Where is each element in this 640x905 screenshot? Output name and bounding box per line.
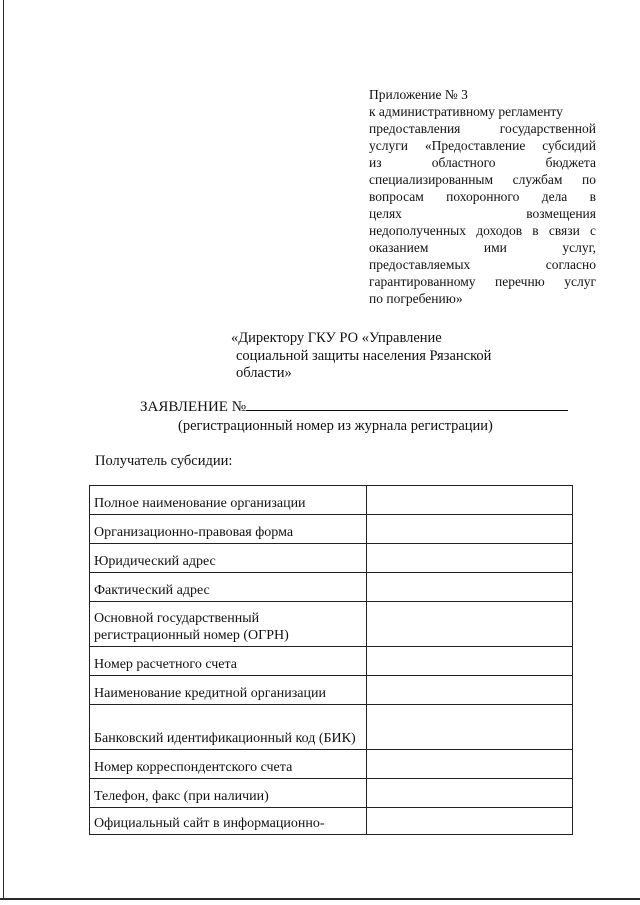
table-row — [90, 602, 573, 647]
table-row — [90, 573, 573, 602]
recipient-form-table — [89, 485, 573, 835]
appendix-line: предоставляемых согласно — [369, 257, 596, 272]
appendix-line: гарантированному перечню услуг — [369, 274, 596, 289]
field-label: Банковский идентификационный код (БИК) — [90, 705, 367, 750]
field-value-cell[interactable] — [367, 750, 573, 779]
addressee-line: социальной защиты населения Рязанской — [236, 347, 492, 364]
field-label: Телефон, факс (при наличии) — [90, 779, 367, 808]
field-value-cell[interactable] — [367, 602, 573, 647]
table-row — [90, 486, 573, 515]
bottom-scan-border — [0, 898, 640, 900]
table-row — [90, 779, 573, 808]
appendix-line: целях возмещения — [369, 206, 596, 221]
field-label: Номер корреспондентского счета — [90, 750, 367, 779]
table-row — [90, 647, 573, 676]
field-value-cell[interactable] — [367, 647, 573, 676]
appendix-line: к административному регламенту — [369, 104, 563, 119]
field-label: Организационно-правовая форма — [90, 515, 367, 544]
table-row — [90, 676, 573, 705]
addressee-line: области» — [236, 365, 292, 381]
table-row — [90, 808, 573, 835]
appendix-line: услуги «Предоставление субсидий — [369, 138, 596, 153]
appendix-line: вопросам похоронного дела в — [369, 189, 596, 204]
field-value-cell[interactable] — [367, 779, 573, 808]
field-value-cell[interactable] — [367, 676, 573, 705]
field-label: Фактический адрес — [90, 573, 367, 602]
field-value-cell[interactable] — [367, 486, 573, 515]
field-label: Номер расчетного счета — [90, 647, 367, 676]
appendix-line: недополученных доходов в связи с — [369, 223, 596, 238]
appendix-line: по погребению» — [369, 291, 463, 306]
appendix-title: Приложение № 3 — [369, 87, 468, 102]
table-row — [90, 515, 573, 544]
field-label: Основной государственный регистрационный номер (ОГРН) — [90, 602, 367, 647]
application-heading — [140, 397, 568, 416]
recipient-label: Получатель субсидии: — [95, 453, 233, 469]
field-value-cell[interactable] — [367, 573, 573, 602]
appendix-header — [369, 86, 596, 307]
application-title: ЗАЯВЛЕНИЕ № — [140, 399, 247, 415]
field-value-cell[interactable] — [367, 705, 573, 750]
field-value-cell[interactable] — [367, 515, 573, 544]
application-number-blank[interactable] — [246, 397, 568, 411]
field-label: Полное наименование организации — [90, 486, 367, 515]
table-row — [90, 705, 573, 750]
appendix-line: оказанием ими услуг, — [369, 240, 596, 255]
field-value-cell[interactable] — [367, 808, 573, 835]
field-value-cell[interactable] — [367, 544, 573, 573]
field-label: Официальный сайт в информационно- — [90, 808, 367, 835]
left-scan-border — [3, 0, 4, 900]
field-label: Наименование кредитной организации — [90, 676, 367, 705]
addressee-line: «Директору ГКУ РО «Управление — [231, 330, 442, 346]
appendix-line: из областного бюджета — [369, 155, 596, 170]
field-label: Юридический адрес — [90, 544, 367, 573]
appendix-line: предоставления государственной — [369, 121, 596, 136]
table-row — [90, 544, 573, 573]
appendix-line: специализированным службам по — [369, 172, 596, 187]
addressee-block — [231, 330, 531, 383]
table-row — [90, 750, 573, 779]
registration-note: (регистрационный номер из журнала регистрации) — [178, 418, 493, 434]
